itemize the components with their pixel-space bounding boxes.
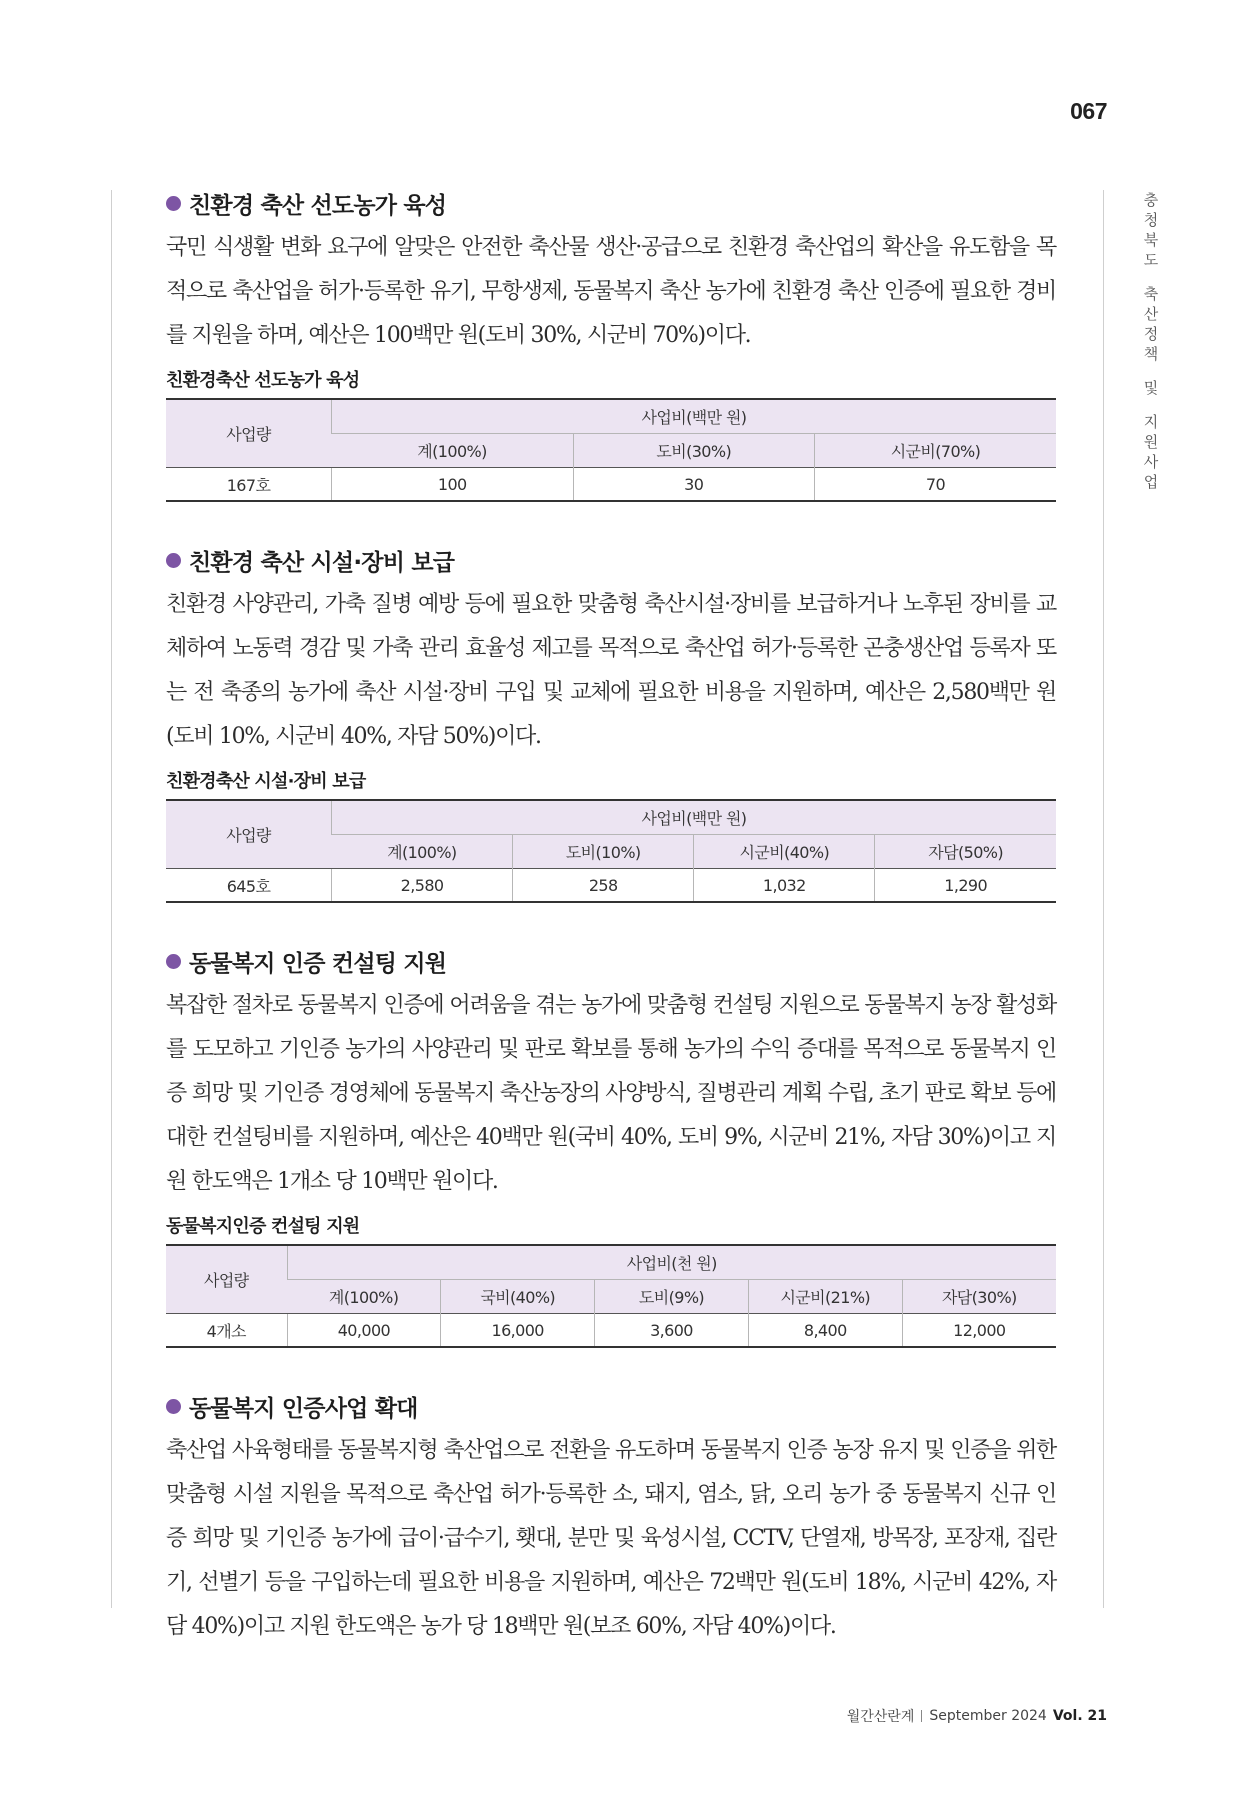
column-header-cell: 계(100%) <box>332 434 573 468</box>
table-cell: 167호 <box>166 468 332 502</box>
side-label-char: 산 <box>1143 305 1159 323</box>
side-label-char: 업 <box>1143 473 1159 491</box>
budget-table <box>166 398 1056 502</box>
row-header-cell: 사업량 <box>166 1245 287 1314</box>
column-header-cell: 도비(30%) <box>573 434 814 468</box>
side-label-char: 도 <box>1143 251 1159 269</box>
side-label-char: 및 <box>1143 379 1159 397</box>
table-cell: 12,000 <box>902 1314 1056 1348</box>
table-cell: 1,290 <box>875 869 1056 903</box>
bullet-icon <box>166 954 181 969</box>
side-label-char: 원 <box>1143 433 1159 451</box>
column-header-cell: 계(100%) <box>332 835 513 869</box>
budget-table <box>166 1244 1056 1348</box>
side-label-char: 지 <box>1143 413 1159 431</box>
side-label-char: 북 <box>1143 231 1159 249</box>
footer-divider <box>921 1710 922 1722</box>
column-header-cell: 도비(10%) <box>513 835 694 869</box>
section-body: 국민 식생활 변화 요구에 알맞은 안전한 축산물 생산·공급으로 친환경 축산업의 확산을 유도함을 목적으로 축산업을 허가·등록한 유기, 무항생제, 동물복지 축산 농가에 친환경 축산 인증에 필요한 경비를 지원을 하며, 예산은 100백만 원(도비 30%, 시군비 70%)이다. <box>166 235 1056 348</box>
budget-table <box>166 799 1056 903</box>
column-header-cell: 국비(40%) <box>441 1280 595 1314</box>
article-content <box>166 187 1056 1691</box>
chapter-side-label <box>1142 190 1160 492</box>
side-label-char <box>1142 364 1160 378</box>
section-welfare-expansion <box>166 1390 1056 1649</box>
section-body: 복잡한 절차로 동물복지 인증에 어려움을 겪는 농가에 맞춤형 컨설팅 지원으로 동물복지 농장 활성화를 도모하고 기인증 농가의 사양관리 및 판로 확보를 통해 농가의 수익 증대를 목적으로 동물복지 인증 희망 및 기인증 경영체에 동물복지 축산농장의 사양방식, 질병관리 계획 수립, 초기 판로 확보 등에 대한 컨설팅비를 지원하며, 예산은 40백만 원(국비 40%, 도비 9%, 시군비 21%, 자담 30%)이고 지원 한도액은 1개소 당 10백만 원이다. <box>166 993 1056 1194</box>
page-number: 067 <box>1070 98 1107 124</box>
section-title-text: 동물복지 인증사업 확대 <box>189 1396 418 1422</box>
column-header-cell: 시군비(40%) <box>694 835 875 869</box>
table-cell: 100 <box>332 468 573 502</box>
section-title <box>166 187 1056 220</box>
issue-date: September 2024 <box>929 1708 1047 1724</box>
table-row <box>166 468 1056 502</box>
group-header-cell: 사업비(백만 원) <box>332 399 1056 434</box>
group-header-cell: 사업비(백만 원) <box>332 800 1056 835</box>
side-label-char: 책 <box>1143 345 1159 363</box>
section-title <box>166 945 1056 978</box>
group-header-cell: 사업비(천 원) <box>287 1245 1056 1280</box>
table-cell: 1,032 <box>694 869 875 903</box>
side-label-char: 충 <box>1143 191 1159 209</box>
row-header-cell: 사업량 <box>166 800 332 869</box>
left-margin-rule <box>111 190 112 1608</box>
table-cell: 40,000 <box>287 1314 441 1348</box>
table-caption: 친환경축산 선도농가 육성 <box>166 370 360 391</box>
table-cell: 16,000 <box>441 1314 595 1348</box>
section-body: 친환경 사양관리, 가축 질병 예방 등에 필요한 맞춤형 축산시설·장비를 보급하거나 노후된 장비를 교체하여 노동력 경감 및 가축 관리 효율성 제고를 목적으로 축산업 허가·등록한 곤충생산업 등록자 또는 전 축종의 농가에 축산 시설·장비 구입 및 교체에 필요한 비용을 지원하며, 예산은 2,580백만 원(도비 10%, 시군비 40%, 자담 50%)이다. <box>166 592 1056 749</box>
column-header-cell: 자담(30%) <box>902 1280 1056 1314</box>
section-title <box>166 1390 1056 1423</box>
table-cell: 70 <box>815 468 1057 502</box>
section-title-text: 친환경 축산 선도농가 육성 <box>189 193 447 219</box>
section-body: 축산업 사육형태를 동물복지형 축산업으로 전환을 유도하며 동물복지 인증 농장 유지 및 인증을 위한 맞춤형 시설 지원을 목적으로 축산업 허가·등록한 소, 돼지, 염소, 닭, 오리 농가 중 동물복지 신규 인증 희망 및 기인증 농가에 급이·급수기, 횃대, 분만 및 육성시설, CCTV, 단열재, 방목장, 포장재, 집란기, 선별기 등을 구입하는데 필요한 비용을 지원하며, 예산은 72백만 원(도비 18%, 시군비 42%, 자담 40%)이고 지원 한도액은 농가 당 18백만 원(보조 60%, 자담 40%)이다. <box>166 1438 1056 1639</box>
side-label-char <box>1142 270 1160 284</box>
volume-number: Vol. 21 <box>1052 1708 1107 1724</box>
bullet-icon <box>166 1399 181 1414</box>
side-label-char: 사 <box>1143 453 1159 471</box>
table-caption: 동물복지인증 컨설팅 지원 <box>166 1216 360 1237</box>
table-row <box>166 1314 1056 1348</box>
table-row <box>166 869 1056 903</box>
table-caption: 친환경축산 시설·장비 보급 <box>166 771 366 792</box>
row-header-cell: 사업량 <box>166 399 332 468</box>
column-header-cell: 시군비(21%) <box>748 1280 902 1314</box>
bullet-icon <box>166 553 181 568</box>
column-header-cell: 시군비(70%) <box>815 434 1057 468</box>
column-header-cell: 계(100%) <box>287 1280 441 1314</box>
column-header-cell: 도비(9%) <box>595 1280 749 1314</box>
table-cell: 258 <box>513 869 694 903</box>
section-welfare-consulting <box>166 945 1056 1348</box>
side-label-char: 축 <box>1143 285 1159 303</box>
side-label-char <box>1142 398 1160 412</box>
section-eco-leading-farms <box>166 187 1056 502</box>
bullet-icon <box>166 196 181 211</box>
table-cell: 8,400 <box>748 1314 902 1348</box>
section-title-text: 동물복지 인증 컨설팅 지원 <box>189 951 447 977</box>
side-label-char: 청 <box>1143 211 1159 229</box>
section-title-text: 친환경 축산 시설·장비 보급 <box>189 550 455 576</box>
magazine-name: 월간산란계 <box>846 1709 915 1725</box>
section-eco-facility-equipment <box>166 544 1056 903</box>
section-title <box>166 544 1056 577</box>
table-cell: 4개소 <box>166 1314 287 1348</box>
table-cell: 2,580 <box>332 869 513 903</box>
side-label-char: 정 <box>1143 325 1159 343</box>
table-cell: 3,600 <box>595 1314 749 1348</box>
table-cell: 645호 <box>166 869 332 903</box>
page-footer <box>847 1706 1107 1726</box>
right-margin-rule <box>1103 190 1104 1608</box>
column-header-cell: 자담(50%) <box>875 835 1056 869</box>
table-cell: 30 <box>573 468 814 502</box>
